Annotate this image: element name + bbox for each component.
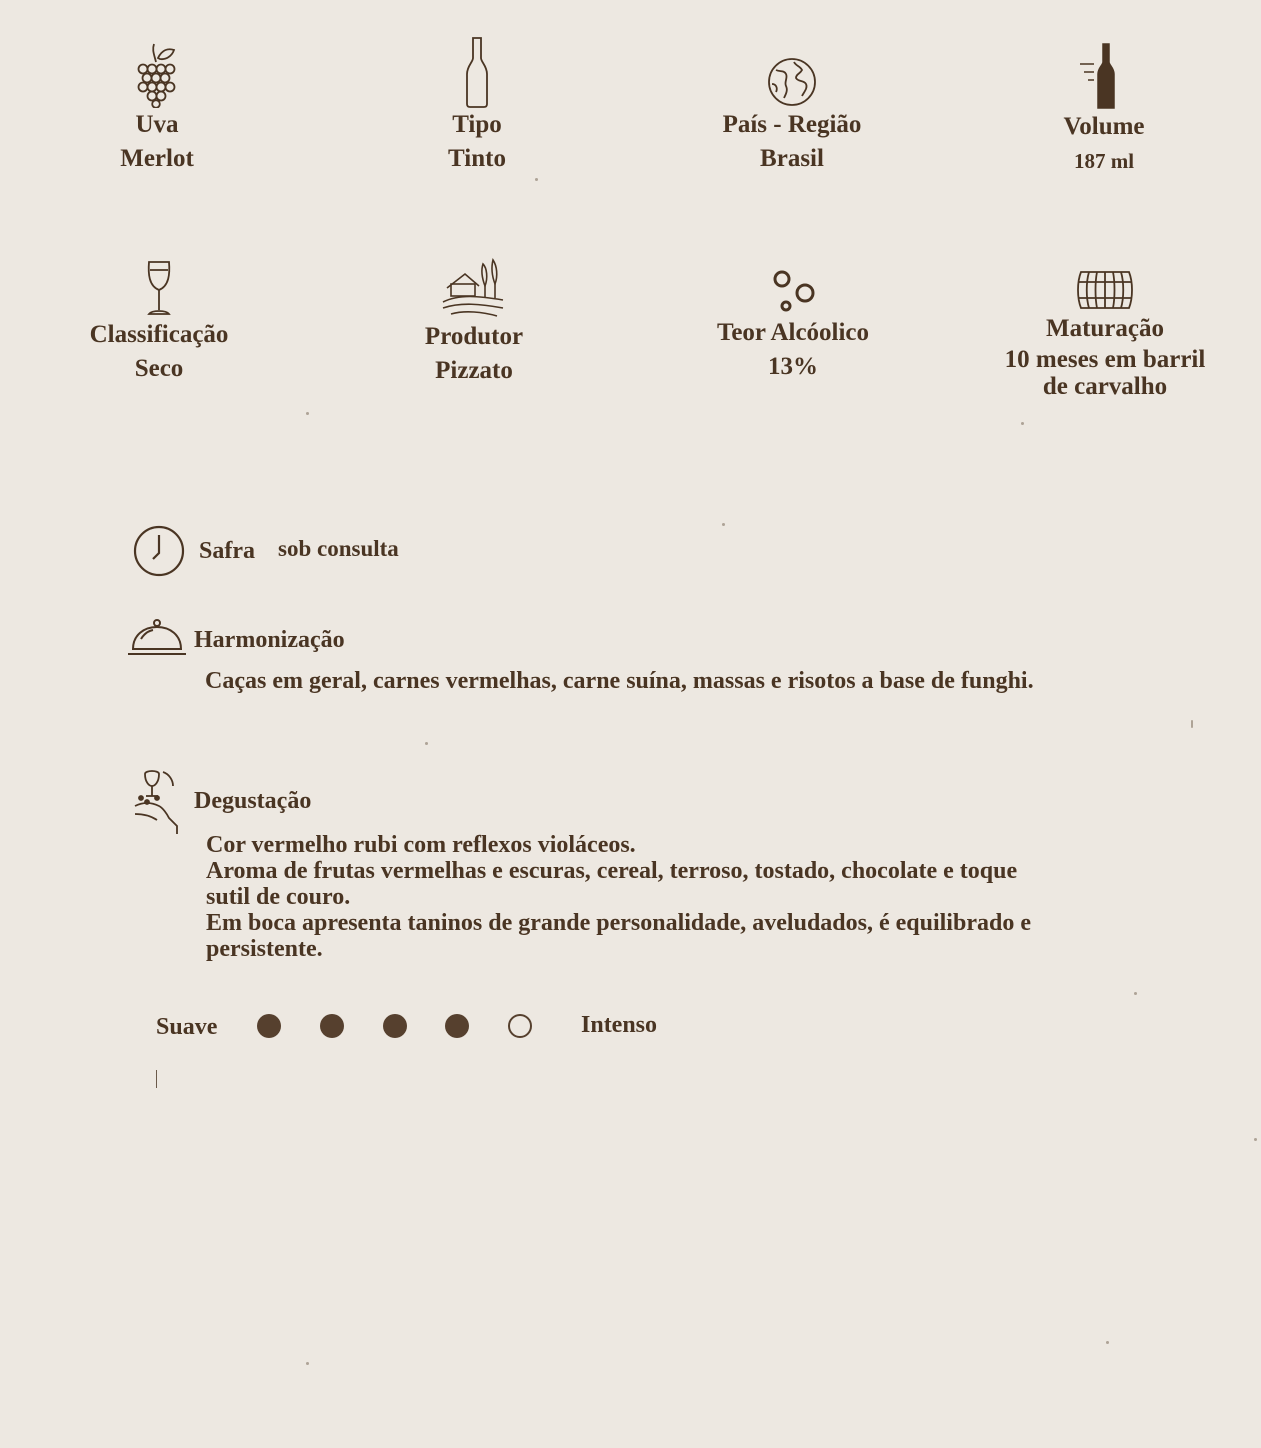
alcohol-value: 13% (768, 353, 818, 380)
attribute-grape (7, 42, 307, 176)
attribute-producer (324, 258, 624, 388)
volume-value: 187 ml (1073, 149, 1135, 173)
classification-label: Classificação (89, 321, 229, 348)
maturation-value-line1: 10 meses em barril (1004, 346, 1206, 373)
alcohol-label: Teor Alcóolico (716, 319, 870, 346)
country-label: País - Região (722, 111, 862, 138)
classification-value: Seco (134, 355, 184, 382)
degustacao-line-2: Aroma de frutas vermelhas e escuras, cereal, terroso, tostado, chocolate e toque (206, 858, 1018, 884)
intensity-dot-5 (508, 1014, 532, 1038)
tasting-hand-icon (133, 768, 183, 836)
producer-label: Produtor (424, 323, 524, 350)
intensity-dot-2 (320, 1014, 344, 1038)
safra-value: sob consulta (278, 536, 399, 561)
maturation-label: Maturação (1045, 315, 1165, 342)
wine-glass-icon (144, 260, 174, 318)
degustacao-line-5: persistente. (206, 936, 323, 962)
attribute-classification (9, 260, 309, 386)
clock-icon (133, 525, 185, 577)
country-value: Brasil (760, 145, 824, 172)
producer-value: Pizzato (435, 357, 513, 384)
bubbles-icon (769, 266, 817, 316)
attribute-alcohol (643, 266, 943, 384)
degustacao-title: Degustação (194, 788, 312, 814)
text-cursor (156, 1070, 157, 1088)
bottle-speed-icon (1078, 42, 1130, 110)
type-label: Tipo (452, 111, 502, 138)
farm-icon (441, 258, 507, 320)
intensity-dot-1 (257, 1014, 281, 1038)
grape-label: Uva (135, 111, 179, 138)
degustacao-line-4: Em boca apresenta taninos de grande personalidade, aveludados, é equilibrado e (206, 910, 1031, 936)
harmonizacao-title: Harmonização (194, 627, 345, 653)
attribute-type (327, 36, 627, 176)
globe-icon (766, 56, 818, 108)
harmonizacao-text: Caças em geral, carnes vermelhas, carne suína, massas e risotos a base de funghi. (205, 668, 1034, 694)
grape-icon (134, 42, 180, 108)
degustacao-line-1: Cor vermelho rubi com reflexos violáceos. (206, 832, 636, 858)
volume-label: Volume (1063, 113, 1145, 140)
attribute-country (642, 56, 942, 176)
attribute-maturation (955, 268, 1255, 400)
scale-right-label: Intenso (581, 1012, 658, 1038)
grape-value: Merlot (120, 145, 194, 172)
degustacao-line-3: sutil de couro. (206, 884, 351, 910)
intensity-dot-3 (383, 1014, 407, 1038)
scale-left-label: Suave (156, 1014, 218, 1040)
safra-label: Safra (199, 538, 255, 564)
attribute-volume (954, 42, 1254, 178)
bottle-outline-icon (464, 36, 490, 108)
intensity-dot-4 (445, 1014, 469, 1038)
barrel-icon (1075, 268, 1135, 312)
cloche-icon (127, 617, 187, 657)
type-value: Tinto (448, 145, 506, 172)
maturation-value-line2: de carvalho (1042, 373, 1168, 400)
